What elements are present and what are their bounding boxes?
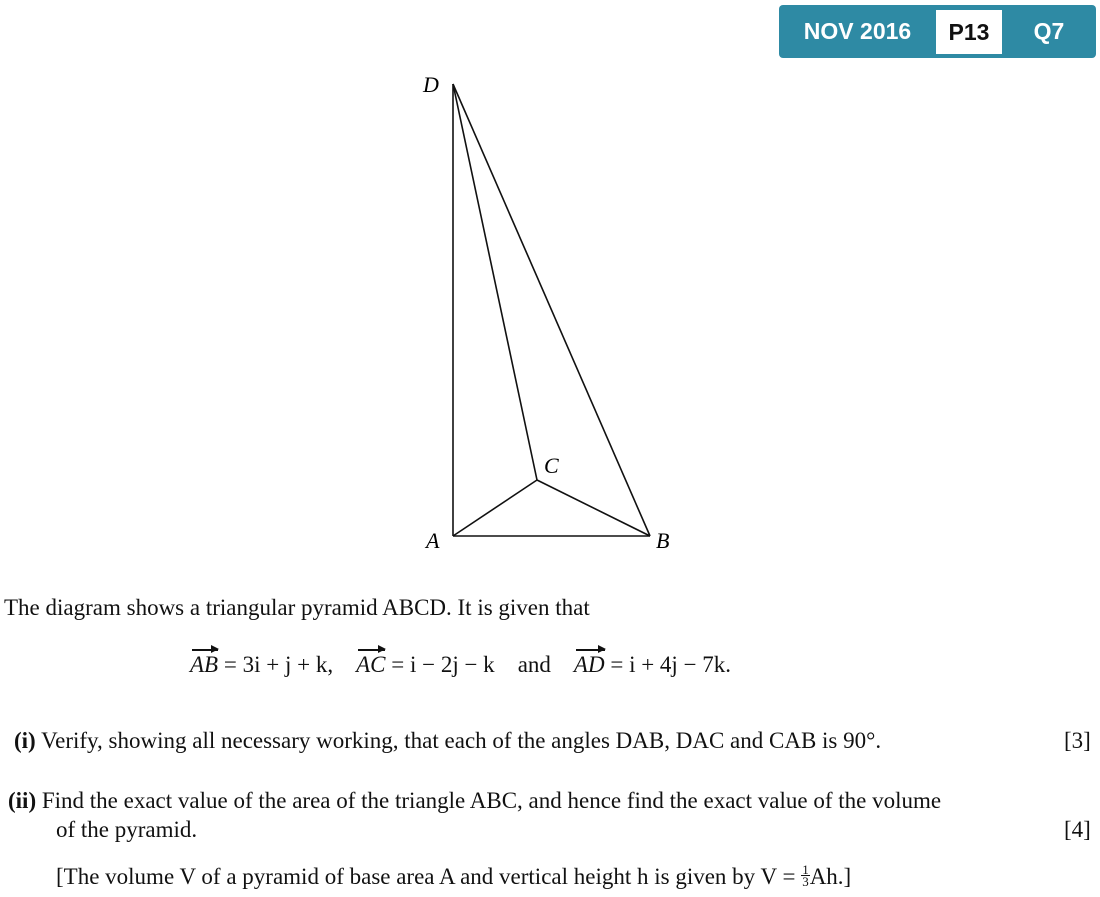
- badge-question: Q7: [1033, 18, 1065, 44]
- part-i: [14, 728, 881, 754]
- vector-ac-name: AC: [356, 652, 386, 677]
- volume-note-before: [The volume V of a pyramid of base area A and vertical height h is given by V =: [56, 864, 796, 890]
- part-i-label: (i): [14, 728, 36, 753]
- part-i-marks: [3]: [1064, 728, 1091, 753]
- point-d-label: D: [423, 72, 439, 97]
- intro-text: The diagram shows a triangular pyramid ABCD. It is given that: [4, 595, 590, 620]
- point-c-label: C: [544, 453, 559, 478]
- point-a-label: A: [426, 528, 440, 553]
- part-i-text: Verify, showing all necessary working, that each of the angles DAB, DAC and CAB is 90°.: [41, 728, 882, 753]
- point-b-label: B: [656, 528, 670, 553]
- volume-note: [56, 864, 851, 890]
- badge-paper: P13: [936, 10, 1002, 54]
- edge-cb: [537, 480, 650, 536]
- edge-dc: [453, 84, 537, 480]
- vector-ad-value: i + 4j − 7k.: [629, 652, 732, 677]
- part-ii-marks: [4]: [1064, 817, 1091, 842]
- vector-ab-value: 3i + j + k,: [242, 652, 334, 677]
- badge-session: NOV 2016: [803, 18, 912, 44]
- part-ii-label: (ii): [8, 788, 37, 813]
- vector-definitions: AB = 3i + j + k, AC = i − 2j − k and AD = i + 4j − 7k.: [190, 652, 732, 677]
- part-ii-text: Find the exact value of the area of the triangle ABC, and hence find the exact value of the volume: [41, 788, 942, 813]
- part-ii: [8, 788, 941, 814]
- edge-ac: [453, 480, 537, 536]
- vector-ab-name: AB: [190, 652, 219, 677]
- vector-ac-value: i − 2j − k: [409, 652, 495, 677]
- one-third-fraction: $\frac{1}{3}$: [802, 862, 809, 889]
- vector-ad-name: AD: [573, 652, 605, 677]
- part-ii-text-line2: of the pyramid.: [56, 817, 198, 842]
- volume-note-after: Ah.]: [809, 864, 852, 890]
- and-word: and: [517, 652, 551, 677]
